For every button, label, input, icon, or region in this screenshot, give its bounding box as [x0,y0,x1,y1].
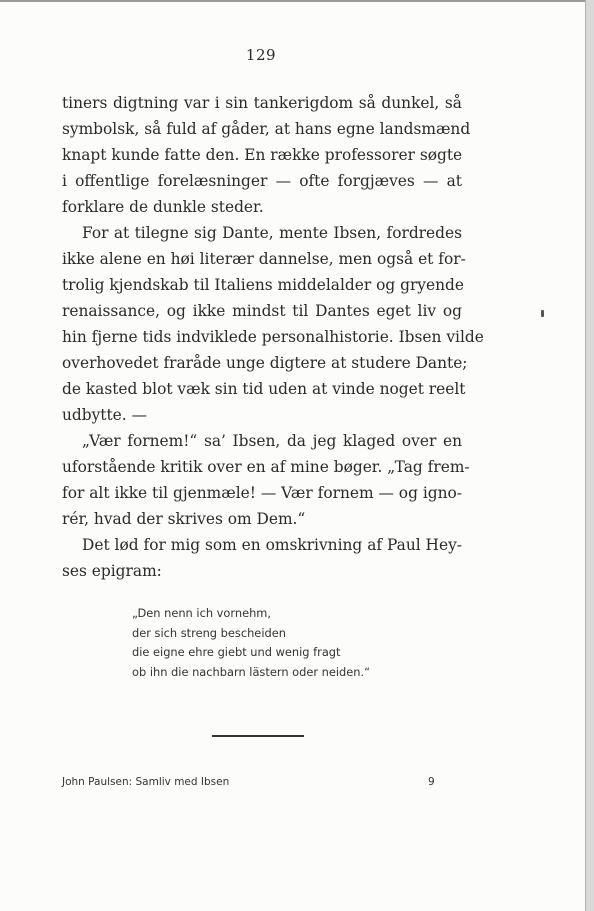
text-line: uforstående kritik over en af mine bøger. „Tag frem- [62,458,470,476]
text-line: For at tilegne sig Dante, mente Ibsen, fordredes [82,224,462,242]
section-divider [212,735,304,737]
text-line: udbytte. — [62,406,147,424]
signature-line: John Paulsen: Samliv med Ibsen [62,776,230,788]
ink-speck [541,310,544,317]
poem-line: der sich streng bescheiden [132,625,286,640]
text-line: forklare de dunkle steder. [62,198,264,216]
poem-line: die eigne ehre giebt und wenig fragt [132,645,341,659]
page-edge [586,0,594,911]
page-number: 129 [245,46,277,64]
text-line: ikke alene en høi literær dannelse, men også et for- [62,250,466,268]
poem-line: „Den nenn ich vornehm, [132,606,272,620]
text-line: renaissance, og ikke mindst til Dantes eget liv og [62,302,462,320]
text-line: Det lød for mig som en omskrivning af Paul Hey- [82,536,462,554]
text-line: symbolsk, så fuld af gåder, at hans egne landsmænd [62,120,471,138]
text-line: „Vær fornem!“ sa’ Ibsen, da jeg klaged over en [82,432,462,450]
epigram-quote [132,604,432,682]
text-line: overhovedet fraråde unge digtere at studere Dante; [62,354,468,372]
body-text [62,90,484,584]
text-line: de kasted blot væk sin tid uden at vinde noget reelt [62,380,466,398]
poem-line: ob ihn die nachbarn lästern oder neiden.“ [132,664,371,679]
text-line: hin fjerne tids indviklede personalhistorie. Ibsen vilde [62,328,484,346]
text-line: tiners digtning var i sin tankerigdom så dunkel, så [62,94,462,112]
top-edge [0,0,594,2]
text-line: for alt ikke til gjenmæle! — Vær fornem — og igno- [62,484,462,502]
sheet-number: 9 [428,776,435,788]
text-line: i offentlige forelæsninger — ofte forgjæves — at [62,172,462,190]
text-line: rér, hvad der skrives om Dem.“ [62,510,306,528]
text-line: ses epigram: [62,562,162,580]
text-line: knapt kunde fatte den. En række professorer søgte [62,146,463,164]
text-line: trolig kjendskab til Italiens middelalder og gryende [62,276,464,294]
